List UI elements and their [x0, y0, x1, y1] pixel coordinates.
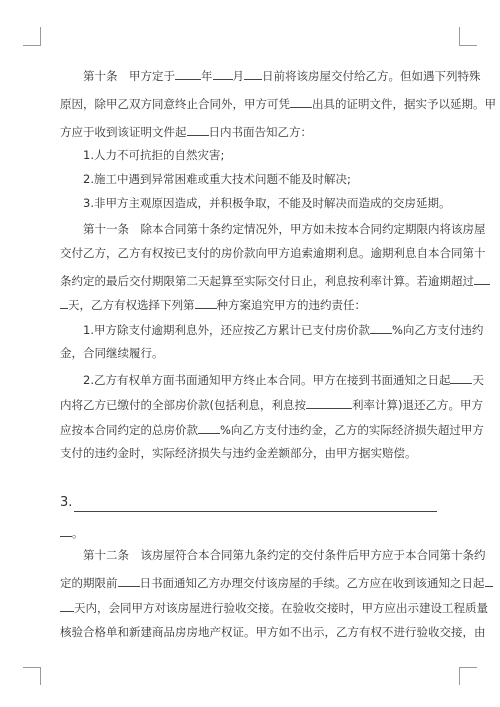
article-11-option-2-line-1 — [83, 372, 484, 387]
blank-month[interactable] — [213, 68, 233, 80]
article-11-line-4 — [60, 297, 366, 312]
text-run: 天，乙方有权选择下列第 — [68, 298, 195, 312]
text-run: 内将乙方已缴付的全部房价款(包括利息，利息按 — [60, 398, 306, 412]
crop-mark-bottom-left-vertical — [40, 667, 41, 685]
blank-days[interactable] — [187, 124, 209, 136]
text-run: 方应于收到该证明文件起 — [60, 125, 187, 139]
blank-option-3-cont[interactable] — [60, 525, 72, 537]
text-run: 定的期限前 — [60, 576, 118, 590]
article-11-line-3 — [60, 273, 490, 288]
blank-issuer[interactable] — [290, 96, 312, 108]
article-10-line-3 — [60, 124, 312, 139]
article-11-option-1-line-1 — [83, 322, 483, 337]
blank-penalty-percent[interactable] — [198, 422, 220, 434]
article-12-line-1: 第十二条 该房屋符合本合同第九条约定的交付条件后甲方应于本合同第十条约 — [83, 548, 486, 562]
blank-interest-rate[interactable] — [306, 397, 352, 409]
blank-handover-days-cont[interactable] — [60, 600, 74, 612]
crop-mark-bottom-right-vertical — [459, 667, 460, 685]
blank-percent[interactable] — [370, 322, 392, 334]
text-run: 日内书面告知乙方： — [208, 125, 312, 139]
article-11-option-2-line-3 — [60, 422, 484, 437]
text-run: 天内，会同甲方对该房屋进行验收交接。在验收交接时，甲方应出示建设工程质量 — [74, 601, 488, 615]
article-10-item-2: 2.施工中遇到异常困难或重大技术问题不能及时解决; — [83, 172, 351, 186]
crop-mark-top-left-vertical — [40, 27, 41, 45]
article-11-option-2-line-4: 支付的违约金时，实际经济损失与违约金差额部分，由甲方据实赔偿。 — [60, 446, 417, 460]
text-run: 出具的证明文件，据实予以延期。甲 — [312, 97, 496, 111]
article-10-line-2 — [60, 96, 496, 111]
text-run: %向乙方支付违约 — [391, 323, 484, 337]
article-10-item-3: 3.非甲方主观原因造成，并积极争取，不能及时解决而造成的交房延期。 — [83, 196, 451, 210]
text-run: 第十条 甲方定于 — [83, 69, 175, 83]
article-12-line-2 — [60, 575, 493, 590]
article-12-line-4: 核验合格单和新建商品房房地产权证。甲方如不出示，乙方有权不进行验收交接，由 — [60, 625, 486, 639]
article-11-option-3-label: 3. — [60, 495, 73, 510]
crop-mark-top-left-horizontal — [23, 45, 41, 46]
blank-year[interactable] — [175, 68, 201, 80]
text-run: 原因，除甲乙双方同意终止合同外，甲方可凭 — [60, 97, 290, 111]
text-run: 天 — [472, 373, 484, 387]
text-run: 1.甲方除支付逾期利息外，还应按乙方累计已支付房价款 — [83, 323, 370, 337]
text-run: 利率计算)退还乙方。甲方 — [351, 398, 483, 412]
text-run: 应按本合同约定的总房价款 — [60, 423, 198, 437]
blank-day[interactable] — [244, 68, 262, 80]
crop-mark-bottom-right-horizontal — [459, 667, 477, 668]
article-11-option-2-line-2 — [60, 397, 483, 412]
blank-option-number[interactable] — [195, 297, 217, 309]
crop-mark-top-right-vertical — [459, 27, 460, 45]
text-run: 月 — [232, 69, 244, 83]
article-11-option-3-end — [60, 525, 84, 540]
article-10-line-1 — [83, 68, 481, 83]
article-11-option-1-line-2: 金，合同继续履行。 — [60, 346, 164, 360]
text-run: 2.乙方有权单方面书面通知甲方终止本合同。甲方在接到书面通知之日起 — [83, 373, 451, 387]
text-run: 种方案追究甲方的违约责任： — [216, 298, 366, 312]
blank-overdue-days[interactable] — [474, 273, 490, 285]
crop-mark-bottom-left-horizontal — [23, 667, 41, 668]
article-11-line-2: 交付乙方，乙方有权按已支付的房价款向甲方追索逾期利息。逾期利息自本合同第十 — [60, 246, 486, 260]
blank-notice-days[interactable] — [118, 575, 140, 587]
crop-mark-top-right-horizontal — [459, 45, 477, 46]
text-run: 年 — [201, 69, 213, 83]
text-run: %向乙方支付违约金，乙方的实际经济损失超过甲方 — [220, 423, 484, 437]
text-run: 条约定的最后交付期限第二天起算至实际交付日止，利息按利率计算。若逾期超过 — [60, 274, 474, 288]
blank-overdue-days-cont[interactable] — [60, 297, 68, 309]
text-run: 日前将该房屋交付给乙方。但如遇下列特殊 — [262, 69, 481, 83]
article-12-line-3 — [60, 600, 488, 615]
option-3-blank-line[interactable] — [74, 511, 437, 512]
article-11-line-1: 第十一条 除本合同第十条约定情况外，甲方如未按本合同约定期限内将该房屋 — [83, 222, 486, 236]
text-run: 。 — [72, 526, 84, 540]
blank-handover-days[interactable] — [485, 575, 493, 587]
text-run: 日书面通知乙方办理交付该房屋的手续。乙方应在收到该通知之日起 — [139, 576, 485, 590]
blank-refund-days[interactable] — [450, 372, 472, 384]
article-10-item-1: 1.人力不可抗拒的自然灾害; — [83, 148, 225, 162]
